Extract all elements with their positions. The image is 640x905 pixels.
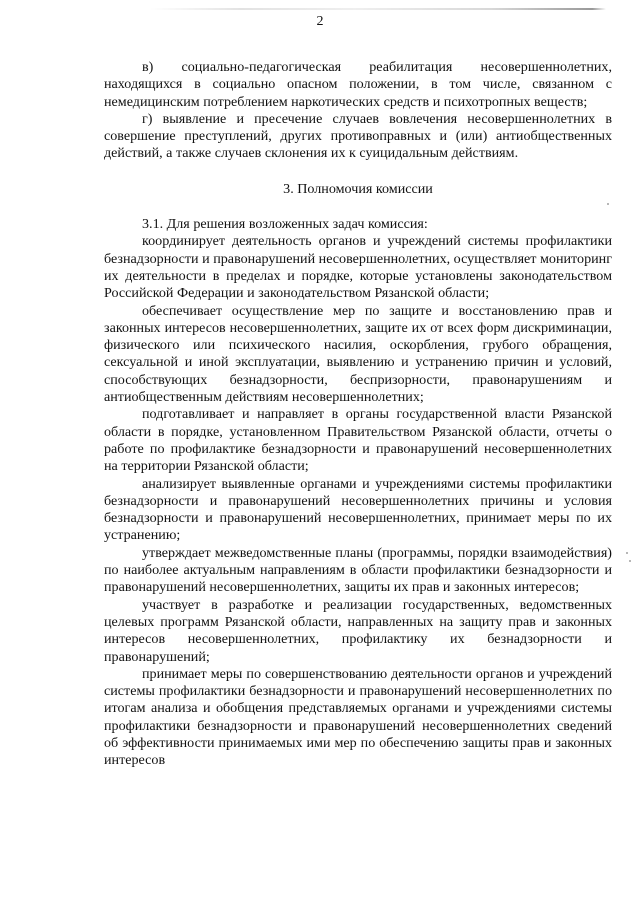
paragraph-coordinates: координирует деятельность органов и учреждений системы профилактики безнадзорности и правонарушений несовершеннолетних, осуществляет мониторинг их деятельности в пределах и порядке, которые установлены законодательством Российской Федерации и законодательством Рязанской области;	[104, 233, 612, 302]
paragraph-v: в) социально-педагогическая реабилитация несовершеннолетних, находящихся в социально опасном положении, в том числе, связанном с немедицинским потреблением наркотических средств и психотропных веществ;	[104, 59, 612, 110]
scan-speck	[629, 560, 631, 562]
paragraph-ensures: обеспечивает осуществление мер по защите и восстановлению прав и законных интересов несовершеннолетних, защите их от всех форм дискриминации, физического или психического насилия, оскорбления, грубого обращения, сексуальной и иной эксплуатации, выявлению и устранению причин и условий, способствующих безнадзорности, беспризорности, правонарушениям и антиобщественным действиям несовершеннолетних;	[104, 302, 612, 406]
paragraph-analyzes: анализирует выявленные органами и учреждениями системы профилактики безнадзорности и правонарушений несовершеннолетних причины и условия безнадзорности и правонарушений несовершеннолетних, принимает меры по их устранению;	[104, 475, 612, 544]
paragraph-prepares: подготавливает и направляет в органы государственной власти Рязанской области в порядке, установленном Правительством Рязанской области, отчеты о работе по профилактике безнадзорности и правонарушений несовершеннолетних на территории Рязанской области;	[104, 406, 612, 475]
page-number: 2	[316, 14, 324, 29]
paragraph-g: г) выявление и пресечение случаев вовлечения несовершеннолетних в совершение преступлений, других противоправных и (или) антиобщественных действий, а также случаев склонения их к суицидальным действиям.	[104, 110, 612, 162]
section-title: 3. Полномочия комиссии	[283, 180, 433, 197]
paragraph-participates: участвует в разработке и реализации государственных, ведомственных целевых программ Рязанской области, направленных на защиту прав и законных интересов несовершеннолетних, профилактику их безнадзорности и правонарушений;	[104, 596, 612, 665]
scan-speck	[626, 552, 628, 554]
scan-edge-mark	[150, 8, 606, 10]
document-body	[104, 59, 612, 770]
paragraph-3-1: 3.1. Для решения возложенных задач комиссия:	[142, 216, 428, 233]
paragraph-takes-measures: принимает меры по совершенствованию деятельности органов и учреждений системы профилактики безнадзорности и правонарушений несовершеннолетних по итогам анализа и обобщения представляемых органами и учреждениями системы профилактики безнадзорности и правонарушений несовершеннолетних сведений об эффективности принимаемых ими мер по обеспечению защиты прав и законных интересов	[104, 665, 612, 769]
scan-speck	[607, 203, 609, 205]
paragraph-approves: утверждает межведомственные планы (программы, порядки взаимодействия) по наиболее актуальным направлениям в области профилактики безнадзорности и правонарушений несовершеннолетних, защиты их прав и законных интересов;	[104, 544, 612, 596]
